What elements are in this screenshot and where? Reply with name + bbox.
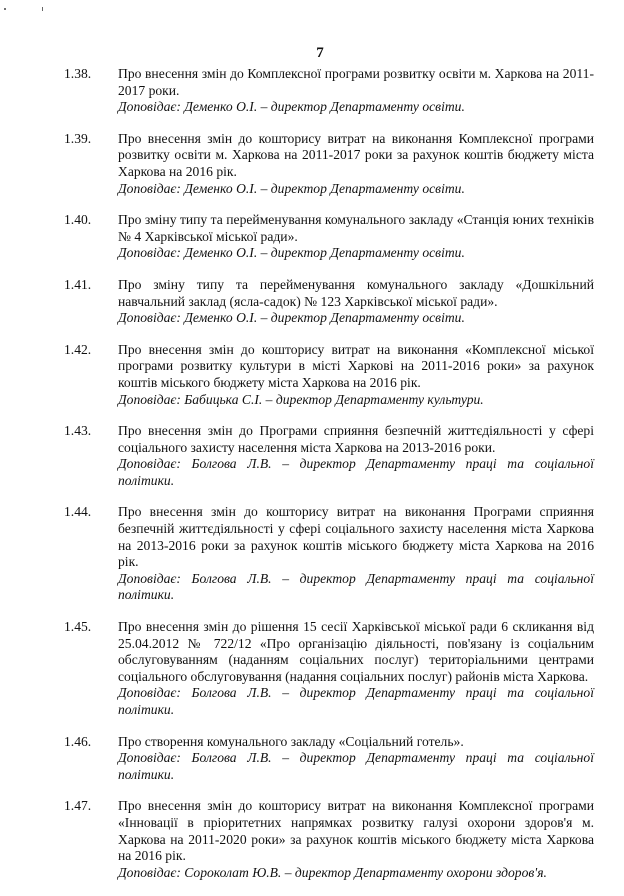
item-title: Про внесення змін до Програми сприяння безпечній життєдіяльності у сфері соціального захисту населення міста Харкова на 2013-2016 роки. [118,423,594,455]
item-speaker: Доповідає: Деменко О.І. – директор Департаменту освіти. [118,180,465,196]
item-title: Про зміну типу та перейменування комунального закладу «Станція юних техніків № 4 Харківської міської ради». [118,212,594,244]
item-number: 1.44. [64,504,92,520]
item-title: Про створення комунального закладу «Соціальний готель». [118,733,464,749]
item-number: 1.43. [64,423,92,439]
item-number: 1.46. [64,733,92,749]
agenda-item [64,212,594,262]
item-title: Про внесення змін до кошторису витрат на виконання Комплексної програми розвитку освіти м. Харкова на 2011-2017 роки за рахунок коштів бюджету міста Харкова на 2016 рік. [118,130,594,179]
item-title: Про внесення змін до Комплексної програми розвитку освіти м. Харкова на 2011-2017 роки. [118,66,594,98]
agenda-item [64,798,594,881]
item-number: 1.42. [64,341,92,357]
item-speaker: Доповідає: Деменко О.І. – директор Департаменту освіти. [118,99,465,115]
item-speaker: Доповідає: Деменко О.І. – директор Департаменту освіти. [118,245,465,261]
item-title: Про зміну типу та перейменування комунального закладу «Дошкільний навчальний заклад (ясла-садок) № 123 Харківської міської ради». [118,276,594,309]
item-number: 1.41. [64,276,92,292]
page-number: 7 [316,45,324,61]
item-title: Про внесення змін до кошторису витрат на виконання «Комплексної міської програми розвитку культури в місті Харкові на 2011-2016 роки» за рахунок коштів міського бюджету міста Харкова на 2016 рік. [118,341,594,390]
agenda-item [64,734,594,784]
item-speaker: Доповідає: Сороколат Ю.В. – директор Департаменту охорони здоров'я. [118,864,547,880]
agenda-item [64,131,594,197]
item-speaker: Доповідає: Болгова Л.В. – директор Департаменту праці та соціальної політики. [118,456,594,488]
item-speaker: Доповідає: Бабицька С.І. – директор Департаменту культури. [118,391,484,407]
item-number: 1.39. [64,130,92,146]
agenda-item [64,619,594,719]
item-speaker: Доповідає: Болгова Л.В. – директор Департаменту праці та соціальної політики. [118,570,594,603]
item-speaker: Доповідає: Болгова Л.В. – директор Департаменту праці та соціальної політики. [118,750,594,782]
item-number: 1.45. [64,619,92,635]
item-number: 1.38. [64,66,92,81]
item-number: 1.40. [64,212,92,228]
scan-tick [42,7,43,11]
item-number: 1.47. [64,798,92,814]
item-speaker: Доповідає: Болгова Л.В. – директор Департаменту праці та соціальної політики. [118,685,594,717]
agenda-item [64,342,594,408]
agenda-item [64,423,594,489]
item-speaker: Доповідає: Деменко О.І. – директор Департаменту освіти. [118,310,465,326]
agenda-item [64,277,594,327]
agenda-item [64,504,594,604]
agenda-item [64,66,594,116]
item-title: Про внесення змін до рішення 15 сесії Харківської міської ради 6 скликання від 25.04.2012 № 722/12 «Про організацію діяльності, пов'язану із соціальним обслуговуванням (наданням соціальних послуг) територіальними центрами соціального обслуговування (надання соціальних послуг) районів міста Харкова. [118,619,594,684]
item-title: Про внесення змін до кошторису витрат на виконання Програми сприяння безпечній життєдіяльності у сфері соціального захисту населення міста Харкова на 2013-2016 роки за рахунок коштів міського бюджету міста Харкова на 2016 рік. [118,504,594,570]
item-title: Про внесення змін до кошторису витрат на виконання Комплексної програми «Інновації в пріоритетних напрямках розвитку галузі охорони здоров'я м. Харкова на 2011-2020 роки» за рахунок коштів міського бюджету міста Харкова на 2016 рік. [118,798,594,864]
scan-dot [4,8,6,10]
agenda-list [64,66,594,896]
scan-marks [0,5,60,15]
